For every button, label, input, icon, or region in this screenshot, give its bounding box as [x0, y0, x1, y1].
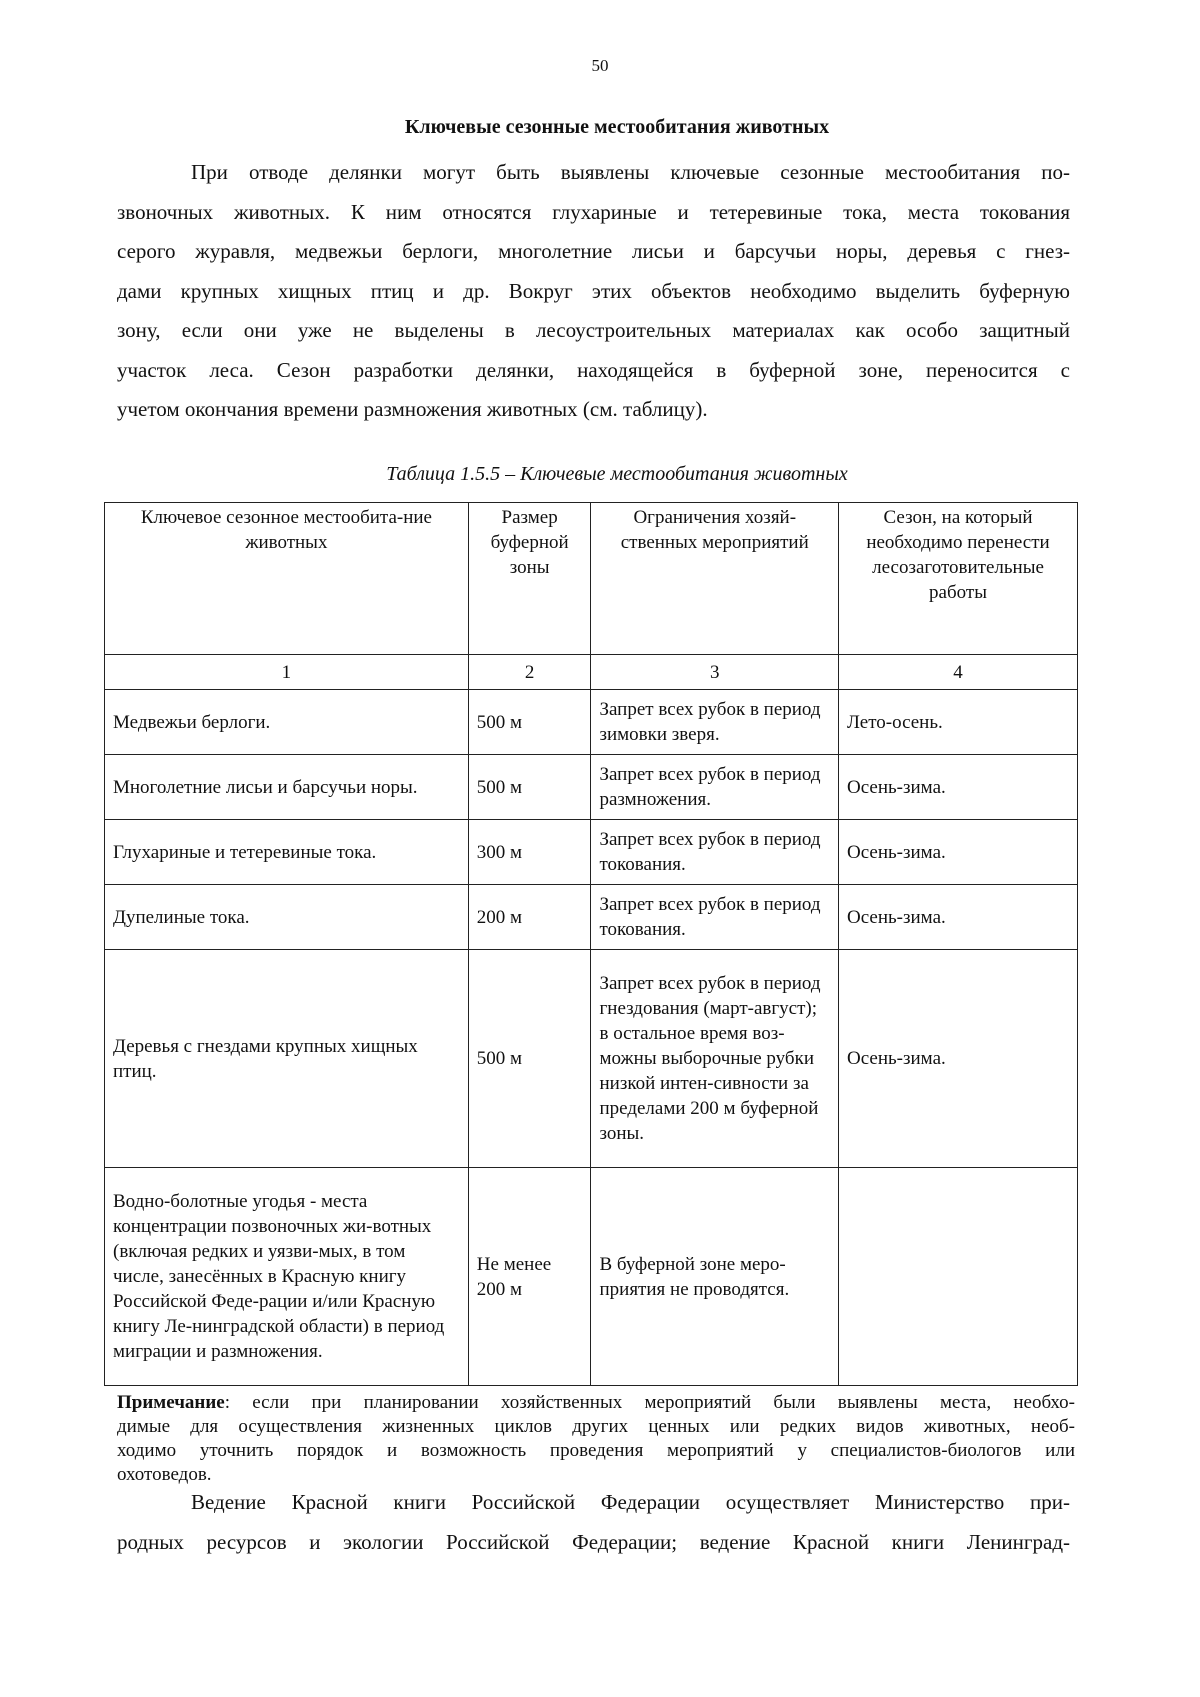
paragraph-line: серого журавля, медвежьи берлоги, многолетние лисьи и барсучьи норы, деревья с гнез-: [117, 239, 1070, 263]
buffer-cell: Не менее 200 м: [468, 1168, 591, 1386]
table-row: [105, 820, 1078, 885]
closing-paragraph: [117, 1483, 1070, 1562]
habitat-cell: Глухариные и тетеревиные тока.: [105, 820, 469, 885]
note-line: ходимо уточнить порядок и возможность проведения мероприятий у специалистов-биологов или: [117, 1440, 1075, 1461]
restriction-cell: Запрет всех рубок в период размножения.: [591, 755, 839, 820]
buffer-cell: 500 м: [468, 755, 591, 820]
note-line: [117, 1391, 1075, 1415]
note-label: Примечание: [117, 1392, 225, 1413]
intro-paragraph: [117, 153, 1070, 430]
season-cell: Осень-зима.: [839, 885, 1078, 950]
restriction-cell: Запрет всех рубок в период токования.: [591, 885, 839, 950]
season-cell: Осень-зима.: [839, 755, 1078, 820]
column-number-row: [105, 655, 1078, 690]
table-row: [105, 885, 1078, 950]
table-row: [105, 950, 1078, 1168]
paragraph-line: участок леса. Сезон разработки делянки, находящейся в буферной зоне, переносится с: [117, 357, 1070, 382]
note-line: охотоведов.: [117, 1464, 212, 1485]
paragraph-line: родных ресурсов и экологии Российской Федерации; ведение Красной книги Ленинград-: [117, 1529, 1070, 1554]
table-row: [105, 1168, 1078, 1386]
habitat-table: [104, 502, 1078, 1386]
habitat-cell: Дупелиные тока.: [105, 885, 469, 950]
paragraph-line: Ведение Красной книги Российской Федерации осуществляет Министерство при-: [191, 1490, 1070, 1514]
paragraph-line: дами крупных хищных птиц и др. Вокруг этих объектов необходимо выделить буферную: [117, 278, 1070, 303]
season-cell: Осень-зима.: [839, 820, 1078, 885]
paragraph-line: При отводе делянки могут быть выявлены ключевые сезонные местообитания по-: [191, 160, 1070, 184]
column-number: 3: [591, 655, 839, 690]
habitat-cell: Многолетние лисьи и барсучьи норы.: [105, 755, 469, 820]
page-number: 50: [591, 56, 609, 75]
note-line: димые для осуществления жизненных циклов других ценных или редких видов животных, необ-: [117, 1416, 1075, 1437]
column-number: 1: [105, 655, 469, 690]
buffer-cell: 500 м: [468, 690, 591, 755]
column-number: 4: [839, 655, 1078, 690]
table-row: [105, 755, 1078, 820]
restriction-cell: В буферной зоне меро-приятия не проводятся.: [591, 1168, 839, 1386]
note-text: : если при планировании хозяйственных мероприятий были выявлены места, необхо-: [224, 1392, 1075, 1413]
restriction-cell: Запрет всех рубок в период гнездования (март-август); в остальное время воз-можны выборочные рубки низкой интен-сивности за пределами 200 м буферной зоны.: [591, 950, 839, 1168]
habitat-cell: Деревья с гнездами крупных хищных птиц.: [105, 950, 469, 1168]
table-note: [117, 1391, 1075, 1487]
season-cell: Лето-осень.: [839, 690, 1078, 755]
paragraph-line: звоночных животных. К ним относятся глухариные и тетеревиные тока, места токования: [117, 199, 1070, 224]
column-number: 2: [468, 655, 591, 690]
buffer-cell: 500 м: [468, 950, 591, 1168]
table-row: [105, 690, 1078, 755]
season-cell: [839, 1168, 1078, 1386]
buffer-cell: 200 м: [468, 885, 591, 950]
table-header-row: [105, 503, 1078, 655]
section-title: Ключевые сезонные местообитания животных: [404, 116, 830, 138]
header-restrictions: Ограничения хозяй-ственных мероприятий: [591, 503, 839, 655]
restriction-cell: Запрет всех рубок в период токования.: [591, 820, 839, 885]
header-season: Сезон, на который необходимо перенести лесозаготовительные работы: [839, 503, 1078, 655]
table-caption: Таблица 1.5.5 – Ключевые местообитания животных: [386, 463, 848, 485]
habitat-cell: Медвежьи берлоги.: [105, 690, 469, 755]
habitat-cell: Водно-болотные угодья - места концентрации позвоночных жи-вотных (включая редких и уязви-мых, в том числе, занесённых в Красную книгу Российской Феде-рации и/или Красную книгу Ле-нинградской области) в период миграции и размножения.: [105, 1168, 469, 1386]
header-habitat: Ключевое сезонное местообита-ние животных: [105, 503, 469, 655]
restriction-cell: Запрет всех рубок в период зимовки зверя.: [591, 690, 839, 755]
paragraph-line: зону, если они уже не выделены в лесоустроительных материалах как особо защитный: [117, 318, 1070, 342]
header-buffer-size: Размер буферной зоны: [468, 503, 591, 655]
paragraph-line: учетом окончания времени размножения животных (см. таблицу).: [117, 397, 708, 421]
season-cell: Осень-зима.: [839, 950, 1078, 1168]
buffer-cell: 300 м: [468, 820, 591, 885]
